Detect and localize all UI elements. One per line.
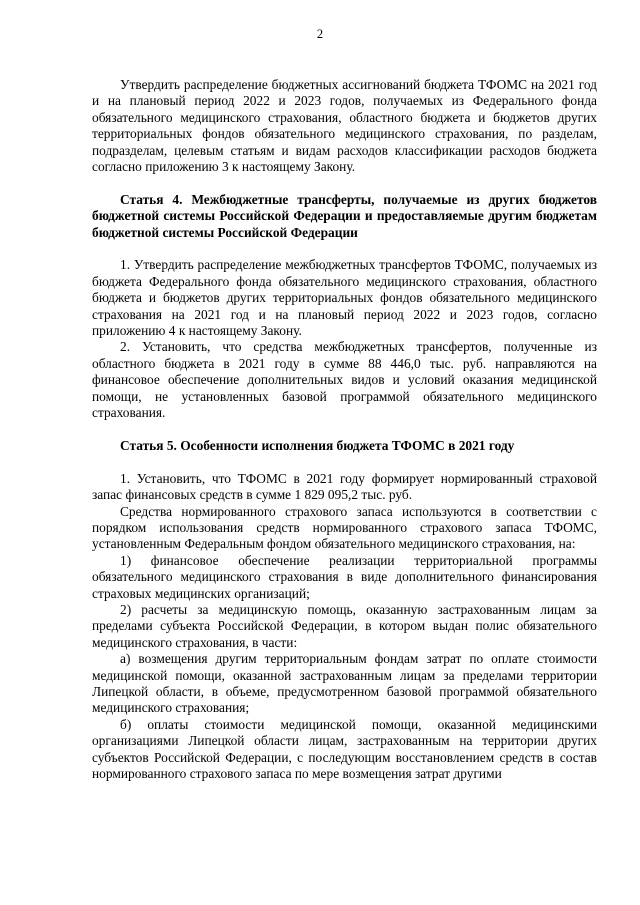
article-5-heading: Статья 5. Особенности исполнения бюджета ТФОМС в 2021 году: [120, 437, 515, 453]
spacer: [92, 454, 597, 470]
spacer: [92, 241, 597, 257]
document-body: [92, 77, 597, 782]
article-5-subitem-a: а) возмещения другим территориальным фондам затрат по оплате стоимости медицинской помощи, оказанной застрахованным лицам за пределами территории Липецкой области, в объеме, предусмотренном базовой программой обязательного медицинского страхования;: [92, 651, 597, 716]
article-5-item-1: 1. Установить, что ТФОМС в 2021 году формирует нормированный страховой запас финансовых средств в сумме 1 829 095,2 тыс. руб.: [92, 470, 597, 503]
page-number: 2: [316, 27, 324, 41]
spacer: [92, 422, 597, 438]
article-4-item-1: 1. Утвердить распределение межбюджетных трансфертов ТФОМС, получаемых из бюджета Федерального фонда обязательного медицинского страхования, областного бюджета и бюджетов других территориальных фондов обязательного медицинского страхования на 2021 год и на плановый период 2022 и 2023 годов, согласно приложению 4 к настоящему Закону.: [92, 257, 597, 339]
article-5-reserve-usage: Средства нормированного страхового запаса используются в соответствии с порядком использования средств нормированного страхового запаса ТФОМС, установленным Федеральным фондом обязательного медицинского страхования, на:: [92, 503, 597, 552]
article-5-usage-item-1: 1) финансовое обеспечение реализации территориальной программы обязательного медицинского страхования в виде дополнительного финансирования страховых медицинских организаций;: [92, 552, 597, 601]
article-5-usage-item-2: 2) расчеты за медицинскую помощь, оказанную застрахованным лицам за пределами субъекта Российской Федерации, в котором выдан полис обязательного медицинского страхования, в части:: [92, 601, 597, 650]
article-5-subitem-b: б) оплаты стоимости медицинской помощи, оказанной медицинскими организациями Липецкой области лицам, застрахованным на территории других субъектов Российской Федерации, с последующим восстановлением средств в состав нормированного страхового запаса по мере возмещения затрат другими: [92, 716, 597, 781]
article-4-item-2: 2. Установить, что средства межбюджетных трансфертов, полученные из областного бюджета в 2021 году в сумме 88 446,0 тыс. руб. направляются на финансовое обеспечение дополнительных видов и условий оказания медицинской помощи, не установленных базовой программой обязательного медицинского страхования.: [92, 339, 597, 421]
spacer: [92, 175, 597, 191]
paragraph-budget-allocations: Утвердить распределение бюджетных ассигнований бюджета ТФОМС на 2021 год и на плановый период 2022 и 2023 годов, получаемых из Федерального фонда обязательного медицинского страхования, областного бюджета и бюджетов других территориальных фондов обязательного медицинского страхования, по разделам, подразделам, целевым статьям и видам расходов классификации расходов бюджета согласно приложению 3 к настоящему Закону.: [92, 77, 597, 175]
article-4-heading: Статья 4. Межбюджетные трансферты, получаемые из других бюджетов бюджетной системы Российской Федерации и предоставляемые другим бюджетам бюджетной системы Российской Федерации: [92, 191, 597, 240]
